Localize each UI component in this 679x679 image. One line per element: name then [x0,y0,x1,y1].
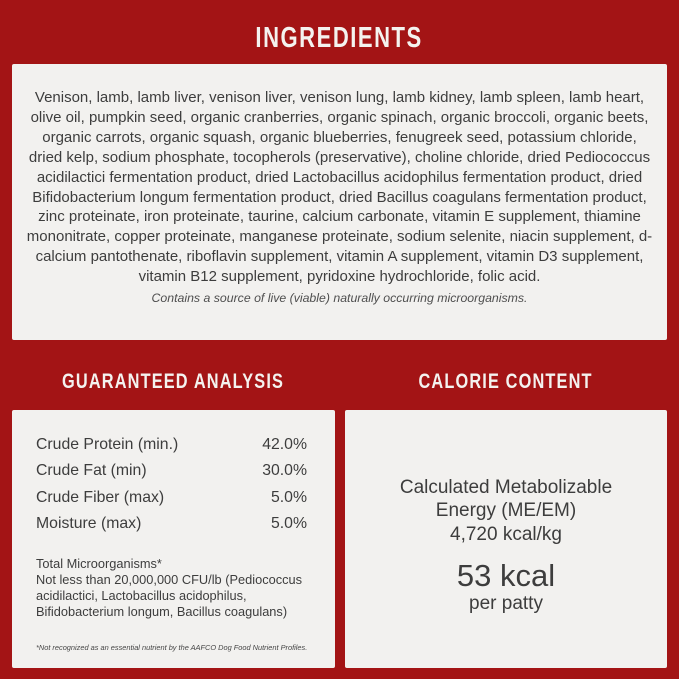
ingredients-panel [12,64,667,340]
aafco-footnote: *Not recognized as an essential nutrient by the AAFCO Dog Food Nutrient Profiles. [36,643,308,652]
ingredients-text: Venison, lamb, lamb liver, venison liver, venison lung, lamb kidney, lamb spleen, lamb heart, olive oil, pumpkin seed, organic cranberries, organic spinach, organic broccoli, organic beets, organic carrots, organic squash, organic blueberries, fenugreek seed, potassium chloride, dried kelp, sodium phosphate, tocopherols (preservative), choline chloride, dried Pediococcus acidilactici fermentation product, dried Lactobacillus acidophilus fermentation product, dried Bifidobacterium longum fermentation product, dried Bacillus coagulans fermentation product, zinc proteinate, iron proteinate, taurine, calcium carbonate, vitamin E supplement, thiamine mononitrate, copper proteinate, manganese proteinate, sodium selenite, niacin supplement, d-calcium pantothenate, riboflavin supplement, vitamin A supplement, vitamin D3 supplement, vitamin B12 supplement, pyridoxine hydrochloride, folic acid. [26,89,653,286]
analysis-label: Crude Protein (min.) [36,436,179,453]
calorie-content-inner [345,410,667,668]
analysis-value: 42.0% [262,436,307,453]
ingredients-title-text: INGREDIENTS [255,22,424,54]
analysis-label: Crude Fat (min) [36,462,147,480]
analysis-value: 5.0% [270,514,307,532]
analysis-table [36,432,307,537]
table-row [36,511,307,537]
metabolizable-energy-label: Calculated Metabolizable Energy (ME/EM) [399,477,613,522]
guaranteed-analysis-panel [12,410,335,668]
guaranteed-analysis-title-text: GUARANTEED ANALYSIS [62,369,285,393]
microorganisms-block [36,556,315,619]
analysis-label: Moisture (max) [36,514,142,532]
calorie-content-title-text: CALORIE CONTENT [418,369,594,393]
microorganisms-body: Not less than 20,000,000 CFU/lb (Pediococcus acidilactici, Lactobacillus acidophilus, Bifidobacterium longum, Bacillus coagulans) [36,571,303,619]
kcal-per-patty-value: 53 kcal [456,558,556,594]
ingredients-panel-inner [12,64,667,340]
analysis-label: Crude Fiber (max) [36,488,165,506]
analysis-value: 30.0% [262,462,307,480]
table-row [36,432,307,458]
table-row [36,485,307,511]
analysis-value: 5.0% [270,488,307,506]
guaranteed-analysis-inner [12,410,335,668]
microorganisms-title: Total Microorganisms* [36,556,162,572]
ingredients-title [0,24,679,53]
calorie-content-title [345,371,667,393]
calorie-content-panel [345,410,667,668]
per-patty-label: per patty [469,593,543,615]
guaranteed-analysis-title [12,371,335,393]
microorganisms-note: Contains a source of live (viable) naturally occurring microorganisms. [151,291,528,306]
energy-value: 4,720 kcal/kg [450,523,562,545]
table-row [36,458,307,484]
